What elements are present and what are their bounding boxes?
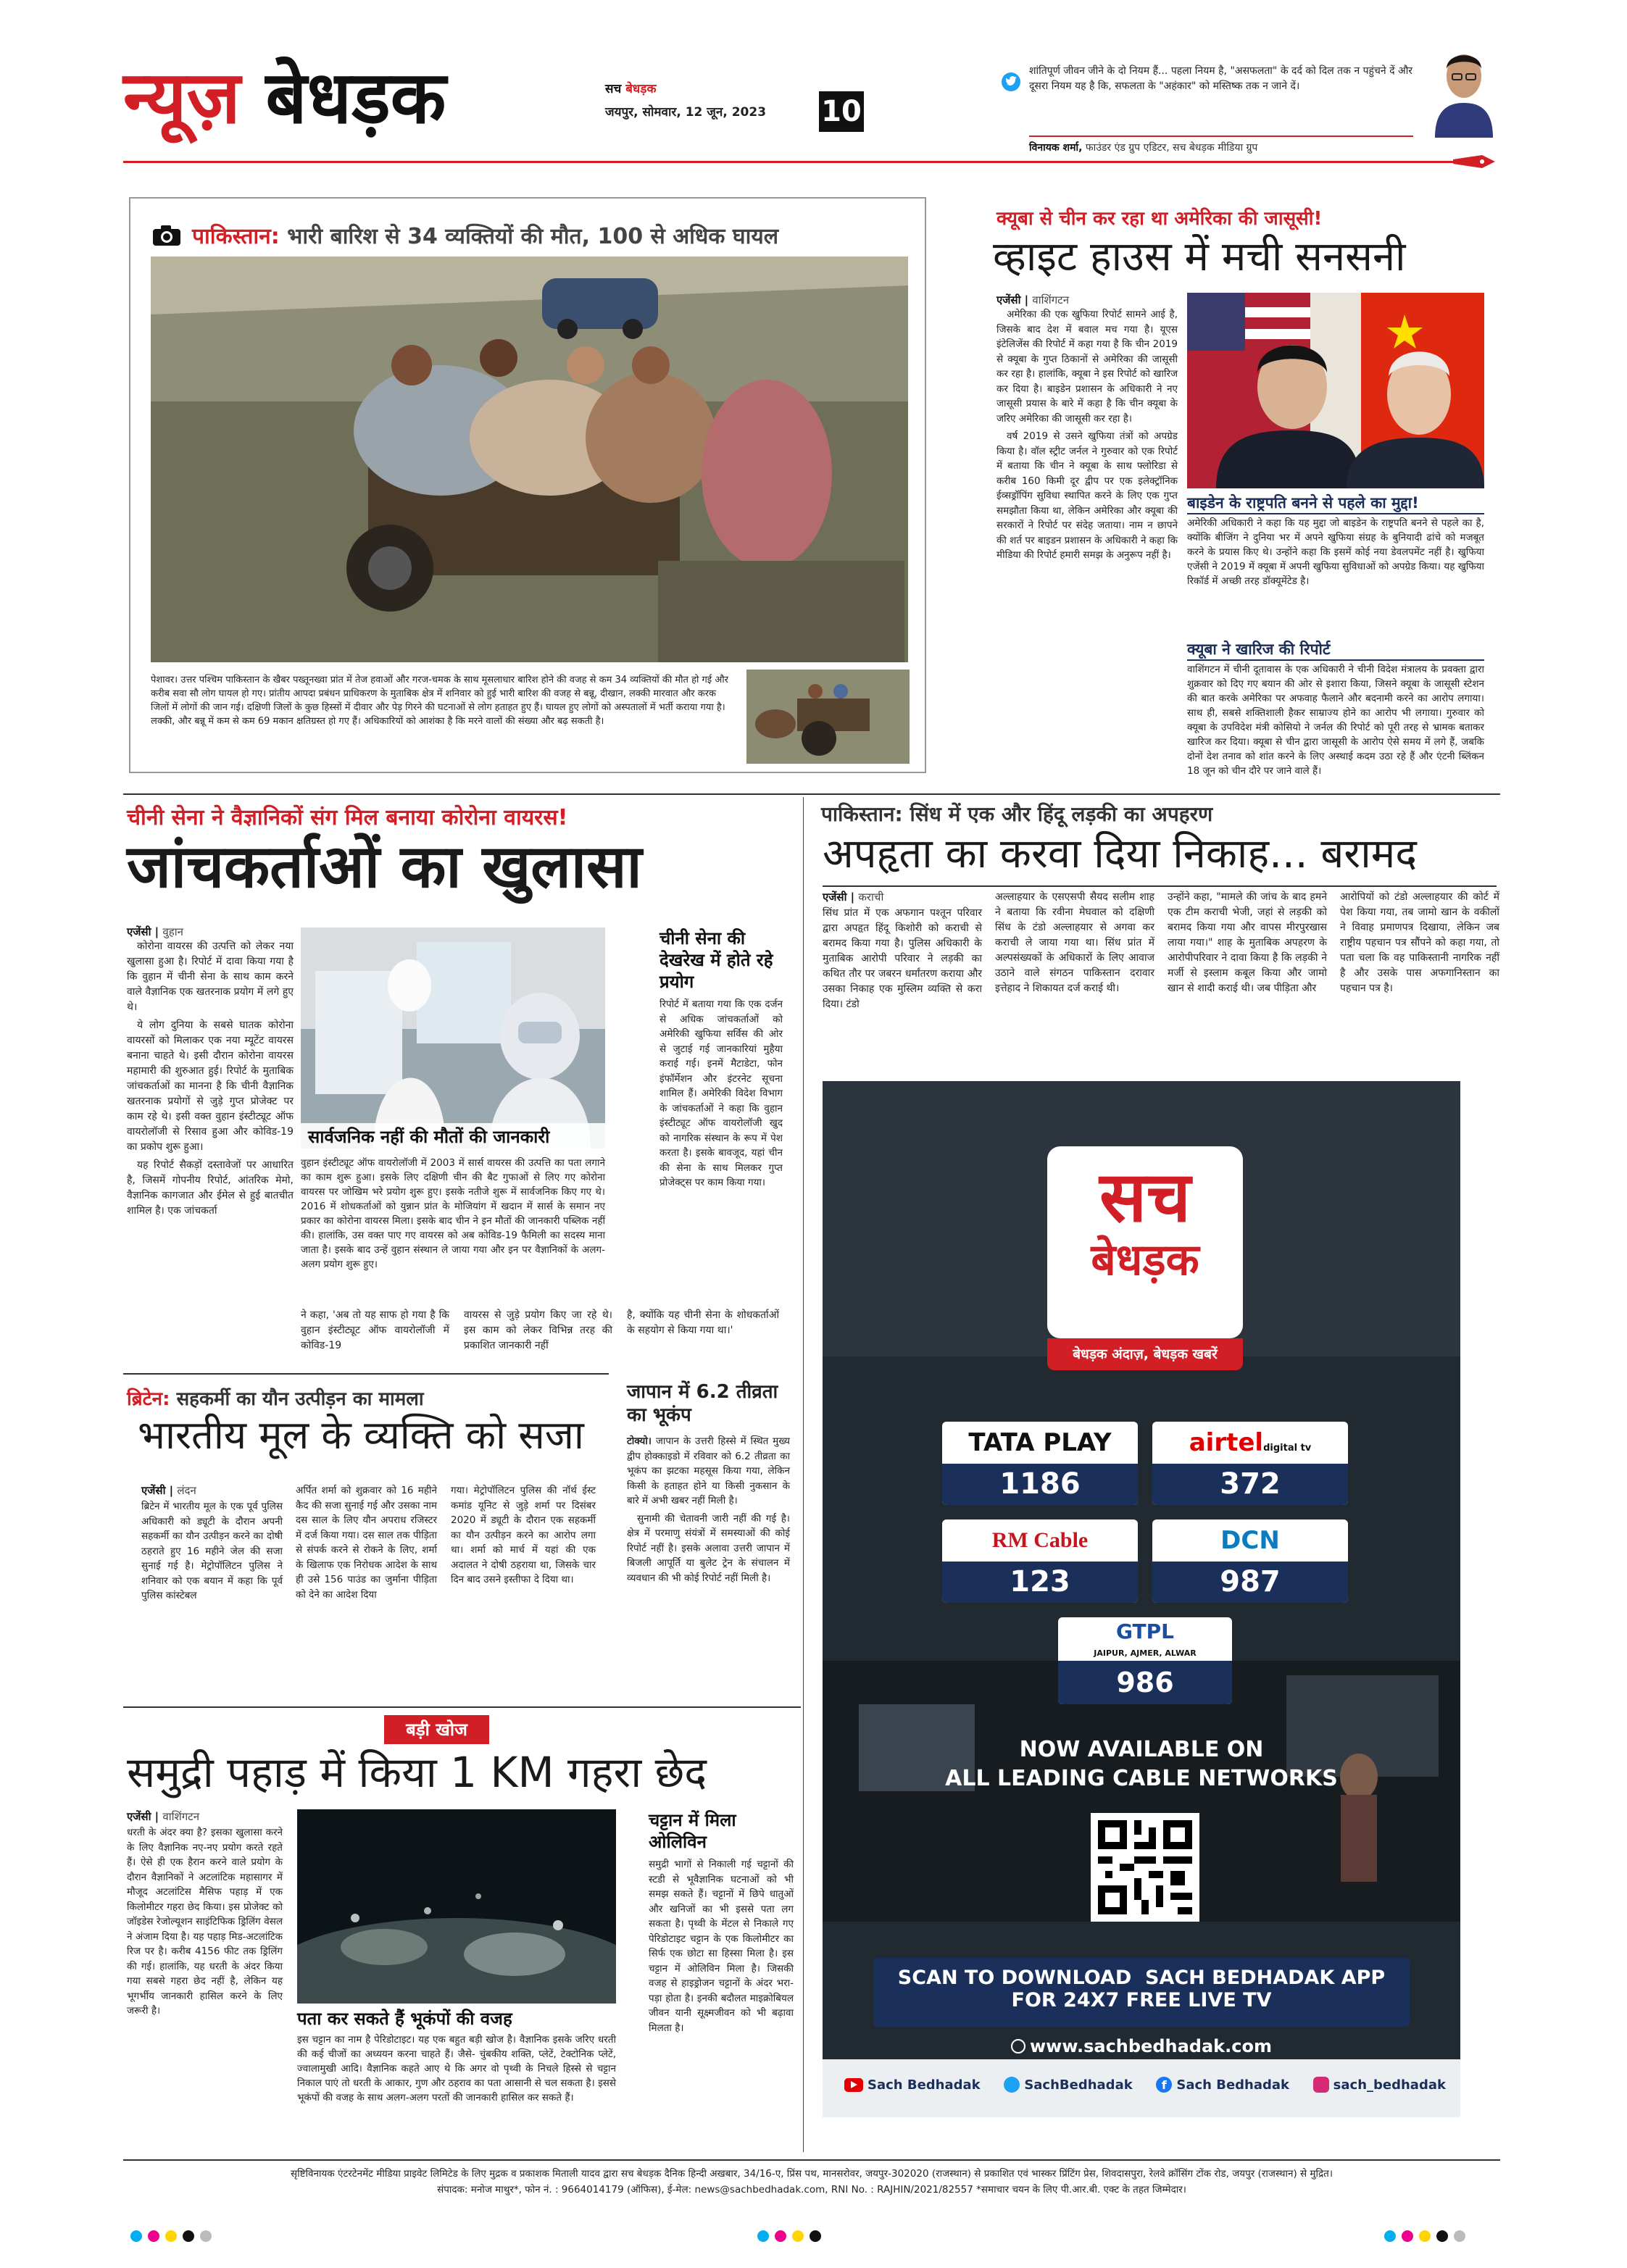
editor-quote: शांतिपूर्ण जीवन जीने के दो नियम हैं... पहला नियम है, "असफलता" के दर्द को दिल तक न पहुंचने दें और दूसरा नियम यह है कि, सफलता के "अहंकार" को मस्तिष्क तक न जाने दें। xyxy=(1029,65,1413,92)
rmcable-logo: RM Cable xyxy=(991,1528,1089,1552)
social-twitter[interactable]: SachBedhadak xyxy=(1004,2077,1132,2093)
japan-headline: जापान में 6.2 तीव्रता का भूकंप xyxy=(627,1381,778,1426)
sindh-col-1: सिंध प्रांत में एक अफगान पश्तून परिवार द्वारा अपहृत हिंदू किशोरी को कराची से बरामद किया गया है। पुलिस अधिकारी के मुताबिक आरोपी परिवार ने लड़की का कथित तौर पर जबरन धर्मांतरण कराया और उसका निकाह एक मुस्लिम व्यक्ति से करा दिया। टंडो xyxy=(823,907,982,1010)
registration-dots-center xyxy=(757,2230,821,2242)
corona-side-heading: चीनी सेना की देखरेख में होते रहे प्रयोग xyxy=(659,928,773,992)
social-instagram[interactable]: sach_bedhadak xyxy=(1313,2077,1446,2093)
cuba-china-story xyxy=(949,197,1500,784)
registration-dots-left xyxy=(130,2230,212,2242)
ocean-image-caption: पता कर सकते हैं भूकंपों की वजह xyxy=(297,2009,512,2029)
scan-line-2: FOR 24X7 FREE LIVE TV xyxy=(1011,1989,1272,2011)
britain-story xyxy=(123,1373,609,1706)
cuba-china-dateline: एजेंसी | वाशिंगटन xyxy=(996,293,1070,307)
sindh-rule xyxy=(823,885,1497,887)
channel-dcn[interactable] xyxy=(1152,1519,1348,1603)
corona-headline: जांचकर्ताओं का खुलासा xyxy=(127,833,642,901)
ocean-side-heading: चट्टान में मिला ओलिविन xyxy=(649,1810,736,1852)
dcn-number: 987 xyxy=(1152,1562,1348,1603)
gtpl-sub: JAIPUR, AJMER, ALWAR xyxy=(1094,1648,1197,1658)
sub2-divider xyxy=(1187,659,1484,661)
corona-mid-body: वुहान इंस्टीट्यूट ऑफ वायरोलॉजी में 2003 में सार्स वायरस की उत्पत्ति का पता लगाने का काम शुरू हुआ। इसके लिए दक्षिणी चीन की बैट गुफाओं से लिए गए कोरोना वायरस पर जोखिम भरे प्रयोग शुरू हुए। इसके नतीजे शुरू में सार्वजनिक किए गए थे। 2016 में शोधकर्ताओं को युन्नान प्रांत के मोजियांग में खदान में सार्स के समान नए प्रकार का कोरोना वायरस मिला। इसके बाद चीन ने इन मौतों की जानकारी पब्लिक नहीं की। हालांकि, उस वक्त पाए गए वायरस को अब कोविड-19 फैमिली का सदस्य माना जाता है। इसके बाद उन्हें वुहान संस्थान ले जाया गया और इन पर वैज्ञानिकों के अलग-अलग प्रयोग शुरू हुए। xyxy=(301,1157,605,1270)
britain-col-2: अर्पित शर्मा को शुक्रवार को 16 महीने कैद की सजा सुनाई गई और उसका नाम दस साल के लिए यौन अपराध रजिस्टर में दर्ज किया गया। दस साल तक पीड़िता से संपर्क करने से रोकने के लिए, शर्मा के खिलाफ एक निरोधक आदेश के साथ ही उसे 156 पाउंड का जुर्माना पीड़िता को देने का आदेश दिया xyxy=(296,1485,437,1601)
corona-bottom-col-3: है, क्योंकि यह चीनी सेना के शोधकर्ताओं के सहयोग से किया गया था।' xyxy=(627,1309,779,1336)
pakistan-rain-headline: पाकिस्तान: भारी बारिश से 34 व्यक्तियों की मौत, 100 से अधिक घायल xyxy=(192,224,779,249)
quote-author: विनायक शर्मा, फाउंडर एंड ग्रुप एडिटर, सच बेधड़क मीडिया ग्रुप xyxy=(1029,142,1258,154)
social-facebook[interactable]: f Sach Bedhadak xyxy=(1156,2077,1289,2093)
ocean-body: धरती के अंदर क्या है? इसका खुलासा करने के लिए वैज्ञानिक नए-नए प्रयोग करते रहते हैं। ऐसे ही एक हैरान करने वाले प्रयोग के दौरान वैज्ञानिकों ने अटलांटिक महासागर में मौजूद अटलांटिस मैसिफ पहाड़ में एक किलोमीटर गहरा छेद किया। इस प्रोजेक्ट को जॉइडेस रेजोल्यूशन साइंटिफिक ड्रिलिंग वेसल ने अंजाम दिया है। यह पहाड़ मिड-अटलांटिक रिज पर है। करीब 4156 फीट तक ड्रिलिंग की गई। हालांकि, यह धरती के अंदर किया गया सबसे गहरा छेद नहीं है, लेकिन यह भूगर्भीय जानकारी हासिल करने के लिए जरूरी है। xyxy=(127,1827,283,2017)
footer-line-1: सृष्टिविनायक एंटरटेनमेंट मीडिया प्राइवेट लिमिटेड के लिए मुद्रक व प्रकाशक मिताली यादव द्वारा सच बेधड़क दैनिक हिन्दी अखबार, 34/16-ए, प्रिंस पथ, मानसरोवर, जयपुर-302020 (राजस्थान) से प्रकाशित एवं भास्कर प्रिंटिंग प्रेस, शिवदासपुरा, रेलवे क्रॉसिंग टोंक रोड, जयपुर (राजस्थान) से मुद्रित। xyxy=(291,2168,1333,2180)
social-links xyxy=(844,2070,1446,2099)
pakistan-rain-story xyxy=(129,197,926,773)
sindh-col-2: अल्लाहयार के एसएसपी सैयद सलीम शाह ने बताया कि रवीना मेघवाल को दक्षिणी सिंध के टंडो अल्लाहयार से अगवा कर कराची ले जाया गया था। सिंध प्रांत में अल्पसंख्यकों के अधिकारों के लिए आवाज उठाने वाले संगठन पाकिस्तान दरावार इत्तेहाद ने शिकायत दर्ज कराई थी। xyxy=(995,891,1154,994)
channel-airtel[interactable] xyxy=(1152,1422,1348,1505)
camera-icon xyxy=(152,225,181,246)
airtel-number: 372 xyxy=(1152,1464,1348,1505)
column-rule xyxy=(803,797,804,2152)
lab-photo xyxy=(301,927,605,1148)
sub1-divider xyxy=(1187,513,1484,514)
scan-banner[interactable] xyxy=(873,1958,1410,2027)
footer xyxy=(123,2159,1500,2210)
twitter-icon xyxy=(1004,2077,1020,2093)
ad-logo-line-2: बेधड़क xyxy=(1091,1235,1199,1285)
logo-part-1: न्यूज़ xyxy=(123,55,241,140)
sub2-heading: क्यूबा ने खारिज की रिपोर्ट xyxy=(1187,641,1331,658)
ocean-headline: समुद्री पहाड़ में किया 1 KM गहरा छेद xyxy=(127,1748,707,1797)
ocean-dateline: एजेंसी | वाशिंगटन xyxy=(127,1810,200,1823)
sindh-col-3: उन्होंने कहा, "मामले की जांच के बाद हमने एक टीम कराची भेजी, जहां से लड़की को बरामद किया गया और वापस मीरपुरखास लाया गया।" शाह के मुताबिक अपहरण के आरोपीपरिवार ने दावा किया है कि लड़की ने मर्जी से इस्लाम कबूल किया और जामो खान से शादी कराई थी। जब पीड़िता और xyxy=(1168,891,1327,994)
corona-bottom-col-1: ने कहा, 'अब तो यह साफ हो गया है कि वुहान इंस्टीट्यूट ऑफ वायरोलॉजी में कोविड-19 xyxy=(301,1309,449,1351)
section-rule xyxy=(123,793,1500,795)
cuba-china-body: अमेरिका की एक खुफिया रिपोर्ट सामने आई है, जिसके बाद देश में बवाल मच गया है। यूएस इंटेलिजेंस की रिपोर्ट में कहा गया है कि चीन 2019 से क्यूबा के गुप्त ठिकानों से अमेरिका की जासूसी कर रहा है। हालांकि, क्यूबा ने इस रिपोर्ट को खारिज कर दिया है। बाइडेन प्रशासन के अधिकारी ने नए जासूसी प्रयास के बारे में कहा है कि चीन क्यूबा के जरिए अमेरिका की जासूसी कर रहा है। वर्ष 2019 से उसने खुफिया तंत्रों को अपग्रेड किया है। वॉल स्ट्रीट जर्नल ने गुरुवार को एक रिपोर्ट में बताया कि चीन ने क्यूबा के साथ फ्लोरिडा से करीब 160 किमी दूर द्वीप पर एक इलेक्ट्रॉनिक ईव्सड्रॉपिंग सुविधा स्थापित करने के लिए एक गुप्त समझौता किया था, लेकिन अमेरिका और क्यूबा की सरकारों ने रिपोर्ट पर संदेह जताया। नाम न छापने की शर्त पर बाइडन प्रशासन के अधिकारी ने कहा कि मीडिया की रिपोर्ट हमारी समझ के अनुरूप नहीं है। xyxy=(996,309,1178,561)
qr-code[interactable] xyxy=(1091,1813,1199,1922)
registration-dots-right xyxy=(1384,2230,1465,2242)
channel-gtpl[interactable] xyxy=(1058,1617,1232,1704)
ad-tagline: बेधड़क अंदाज़, बेधड़क खबरें xyxy=(1047,1338,1243,1370)
flood-cart-photo xyxy=(746,670,910,764)
sindh-dateline: एजेंसी | कराची xyxy=(823,891,884,904)
issue-date: जयपुर, सोमवार, 12 जून, 2023 xyxy=(605,105,767,120)
ad-available-line-1: NOW AVAILABLE ON xyxy=(1019,1737,1264,1762)
channel-tataplay[interactable] xyxy=(942,1422,1138,1505)
channel-rmcable[interactable] xyxy=(942,1519,1138,1603)
logo-part-2: बेधड़क xyxy=(265,55,446,140)
gtpl-logo: GTPL xyxy=(1116,1619,1174,1643)
editor-photo xyxy=(1428,36,1500,138)
social-youtube[interactable]: Sach Bedhadak xyxy=(844,2077,981,2093)
japan-body: टोक्यो। जापान के उत्तरी हिस्से में स्थित मुख्य द्वीप होक्काइडो में रविवार को 6.2 तीव्रता का भूकंप का झटका महसूस किया गया, लेकिन किसी के हताहत होने या किसी नुकसान के बारे में अभी खबर नहीं मिली है। सुनामी की चेतावनी जारी नहीं की गई है। क्षेत्र में परमाणु संयंत्रों में समस्याओं की कोई रिपोर्ट नहीं है। इसके अलावा उत्तरी जापान में बिजली आपूर्ति या बुलेट ट्रेन के संचालन में व्यवधान की भी कोई रिपोर्ट नहीं मिली है। xyxy=(627,1435,790,1584)
brand-small: सच बेधड़क xyxy=(605,82,657,96)
quote-divider xyxy=(1029,136,1413,137)
ocean-story xyxy=(123,1706,801,2156)
masthead xyxy=(123,55,1500,181)
britain-kicker: ब्रिटेन: सहकर्मी का यौन उत्पीड़न का मामला xyxy=(127,1388,424,1410)
ocean-mid-body: इस चट्टान का नाम है पेरिडोटाइट। यह एक बहुत बड़ी खोज है। वैज्ञानिक इसके जरिए धरती की कई चीजों का अध्ययन करना चाहते हैं। जैसे- चुंबकीय शक्ति, प्लेटें, टेक्टोनिक प्लेटें, ज्वालामुखी आदि। वैज्ञानिक कहते आए थे कि अगर वो पृथ्वी के निचले हिस्से से चट्टान निकाल पाएं तो धरती के आकार, गुण और ठहराव का पता आसानी से चल सकता है। इससे भूकंपों की वजह के साथ अलग-अलग परतों की जानकारी हासिल कर सकते हैं। xyxy=(297,2034,616,2104)
facebook-icon: f xyxy=(1156,2077,1172,2093)
pakistan-rain-caption: पेशावर। उत्तर पश्चिम पाकिस्तान के खैबर पख्तूनख्वा प्रांत में तेज हवाओं और गरज-चमक के साथ मूसलाधार बारिश होने की वजह से कम 34 व्यक्तियों की मौत हो गई और करीब सवा सौ लोग घायल हो गए। प्रांतीय आपदा प्रबंधन प्राधिकरण के मुताबिक क्षेत्र में शनिवार को हुई भारी बारिश की वजह से बन्नू, दीखान, लक्की मारवात और करक जिलों में लोगों की जान गई। दक्षिणी जिलों के कुछ हिस्सों में दीवार और पेड़ गिरने की घटनाओं से लोग हताहत हुए हैं। घायल हुए लोगों को अस्पतालों में भर्ती कराया गया है। लक्की, और बन्नू में कम से कम 69 मकान क्षतिग्रस्त हो गए हैं। अधिकारियों को आशंका है कि मरने वालों की संख्या और बढ़ सकती है। xyxy=(151,675,728,727)
britain-dateline: एजेंसी | लंदन xyxy=(141,1484,196,1497)
seafloor-photo xyxy=(297,1809,616,2004)
corona-body: कोरोना वायरस की उत्पत्ति को लेकर नया खुलासा हुआ है। रिपोर्ट में दावा किया गया है कि वुहान में चीनी सेना के साथ काम करने वाले वैज्ञानिक एक खतरनाक प्रयोग में लगे हुए थे। ये लोग दुनिया के सबसे घातक कोरोना वायरसों को मिलाकर एक नया म्यूटेंट वायरस बनाना चाहते थे। इसी दौरान कोरोना वायरस महामारी की शुरुआत हुई। रिपोर्ट के मुताबिक जांचकर्ताओं का मानना है कि चीनी वैज्ञानिक खतरनाक प्रयोगों से जुड़े गुप्त प्रोजेक्ट पर काम रहे थे। इसी वक्त वुहान इंस्टीट्यूट ऑफ वायरोलॉजी से रिसाव हुआ और कोविड-19 का प्रकोप शुरू हुआ। यह रिपोर्ट सैकड़ों दस्तावेजों पर आधारित है, जिसमें गोपनीय रिपोर्ट, आंतरिक मेमो, वैज्ञानिक कागजात और ईमेल से हुई बातचीत शामिल है। एक जांचकर्ता xyxy=(127,941,294,1217)
gtpl-number: 986 xyxy=(1058,1661,1232,1704)
footer-line-2: संपादक: मनोज माथुर*, फोन नं. : 9664014179 (ऑफिस), ई-मेल: news@sachbedhadak.com, RNI No. : RAJHIN/2021/82557 *समाचार चयन के लिए पी.आर.बी. एक्ट के तहत जिम्मेदार। xyxy=(437,2184,1186,2196)
sub1-body: अमेरिकी अधिकारी ने कहा कि यह मुद्दा जो बाइडेन के राष्ट्रपति बनने से पहले का है, क्योंकि बीजिंग ने दुनिया भर में अपने खुफिया संग्रह के बुनियादी ढांचे को मजबूत करने के प्रयास किए थे। उन्होंने कहा कि इसमें कोई नया डेवलपमेंट नहीं है। खुफिया एजेंसी ने 2019 में क्यूबा में अपनी खुफिया सुविधाओं को अपग्रेड किया। यह खुफिया रिकॉर्ड में अच्छी तरह डॉक्यूमेंटेड है। xyxy=(1187,517,1484,587)
corona-dateline: एजेंसी | वुहान xyxy=(127,925,183,938)
ad-available-line-2: ALL LEADING CABLE NETWORKS xyxy=(945,1766,1338,1791)
britain-col-3: गया। मेट्रोपॉलिटन पुलिस की नॉर्थ ईस्ट कमांड यूनिट से जुड़े शर्मा पर दिसंबर 2020 में ड्यूटी के दौरान एक सहकर्मी का यौन उत्पीड़न करने का आरोप लगा था। शर्मा को मार्च में यहां की एक अदालत ने दोषी ठहराया था, जिसके चार दिन बाद उसने इस्तीफा दे दिया था। xyxy=(451,1485,596,1585)
ocean-side-body: समुद्री भागों से निकाली गई चट्टानों की स्टडी से भूवैज्ञानिक घटनाओं को भी समझ सकते हैं। चट्टानों में छिपे धातुओं और खनिजों का भी इससे पता लग सकता है। पृथ्वी के मेंटल से निकाले गए पेरिडोटाइट चट्टान के एक किलोमीटर का सिर्फ एक छोटा सा हिस्सा मिला है। इस चट्टान में ओलिविन मिला है। जिसकी वजह से हाइड्रोजन चट्टानों के अंदर भरा-पड़ा होता है। इनकी बदौलत माइक्रोबियल जीवन यानी सूक्ष्मजीवन को भी बढ़ावा मिलता है। xyxy=(649,1859,794,2034)
britain-col-1: ब्रिटेन में भारतीय मूल के एक पूर्व पुलिस अधिकारी को ड्यूटी के दौरान अपनी सहकर्मी का यौन उत्पीड़न करने का दोषी ठहराते हुए 16 महीने जेल की सजा सुनाई गई है। मेट्रोपॉलिटन पुलिस ने शनिवार को एक बयान में कहा कि पूर्व पुलिस कांस्टेबल xyxy=(141,1501,283,1601)
tataplay-number: 1186 xyxy=(942,1464,1138,1505)
corona-story xyxy=(123,797,790,1369)
logo[interactable] xyxy=(123,55,446,140)
sindh-col-4: आरोपियों को टंडो अल्लाहयार की कोर्ट में पेश किया गया, तब जामो खान के वकीलों ने विवाह प्रमाणपत्र दिखाया, लेकिन जब राष्ट्रीय पहचान पत्र सौंपने को कहा गया, तो पता चला कि वह पाकिस्तानी नागरिक नहीं है और उसके पास अफगानिस्तान का पहचान पत्र है। xyxy=(1340,891,1499,994)
scan-line-1: SCAN TO DOWNLOAD SACH BEDHADAK APP xyxy=(897,1967,1386,1989)
youtube-icon xyxy=(844,2078,863,2092)
tataplay-logo: TATA PLAY xyxy=(968,1428,1112,1457)
twitter-icon xyxy=(1002,72,1020,91)
cuba-china-headline: व्हाइट हाउस में मची सनसनी xyxy=(993,233,1406,280)
corona-bottom-col-2: वायरस से जुड़े प्रयोग किए जा रहे थे। इस काम को लेकर विभिन्न तरह की प्रकाशित जानकारी नहीं xyxy=(464,1309,612,1351)
cuba-china-kicker: क्यूबा से चीन कर रहा था अमेरिका की जासूसी! xyxy=(996,208,1323,230)
globe-icon xyxy=(1011,2039,1025,2054)
pen-nib-icon xyxy=(1453,151,1497,172)
sindh-story xyxy=(815,797,1500,1072)
airtel-logo: airteldigital tv xyxy=(1189,1428,1312,1457)
sub2-body: वाशिंगटन में चीनी दूतावास के एक अधिकारी ने चीनी विदेश मंत्रालय के प्रवक्ता द्वारा शुक्रवार को दिए गए बयान की ओर से इशारा किया, जिसने क्यूबा के जासूसी स्टेशन की बात करके अमेरिका पर अफवाह फैलाने और बदनामी करने का आरोप लगाया। साथ ही, सबसे शक्तिशाली हैकर साम्राज्य होने का आरोप भी लगाया। गुरुवार को क्यूबा के उपविदेश मंत्री कोसियो ने जर्नल की रिपोर्ट को पूरी तरह से भ्रामक बताकर खारिज कर दिया। क्यूबा से चीन द्वारा जासूसी के आरोप ऐसे समय में लगे हैं, जबकि दोनों देश तनाव को शांत करने के लिए अस्थाई कदम उठा रहे हैं और एंटनी ब्लिंकन 18 जून को चीन दौरे पर जाने वाले हैं। xyxy=(1187,664,1484,777)
ad-logo-line-1: सच xyxy=(1099,1156,1191,1238)
sindh-headline: अपहृता का करवा दिया निकाह... बरामद xyxy=(823,830,1417,877)
dcn-logo: DCN xyxy=(1220,1526,1280,1555)
britain-headline: भारतीय मूल के व्यक्ति को सजा xyxy=(138,1412,584,1458)
japan-story xyxy=(623,1373,794,1706)
instagram-icon xyxy=(1313,2077,1329,2093)
leaders-photo xyxy=(1187,293,1484,488)
corona-kicker: चीनी सेना ने वैज्ञानिकों संग मिल बनाया कोरोना वायरस! xyxy=(127,805,568,830)
sindh-kicker: पाकिस्तान: सिंध में एक और हिंदू लड़की का अपहरण xyxy=(821,802,1213,826)
masthead-rule xyxy=(123,161,1457,163)
sach-bedhadak-ad[interactable] xyxy=(823,1081,1460,2117)
flood-photo xyxy=(151,257,908,662)
ocean-tag: बड़ी खोज xyxy=(384,1715,489,1744)
sub1-heading: बाइडेन के राष्ट्रपति बनने से पहले का मुद्दा! xyxy=(1187,494,1419,512)
page-number: 10 xyxy=(819,91,864,132)
corona-side-body: रिपोर्ट में बताया गया कि एक दर्जन से अधिक जांचकर्ताओं को अमेरिकी खुफिया सर्विस की ओर से जुटाई गई जानकारियां मुहैया कराई गई। इनमें मैटाडेटा, फोन इंफॉर्मेशन और इंटरनेट सूचना शामिल हैं। अमेरिकी विदेश विभाग के जांचकर्ताओं ने कहा कि वुहान इंस्टीट्यूट ऑफ वायरोलॉजी खुद को नागरिक संस्थान के रूप में पेश करता है। इसके बावजूद, यहां चीन की सेना के साथ मिलकर गुप्त प्रोजेक्ट्स पर काम किया गया। xyxy=(659,998,783,1188)
corona-image-caption: सार्वजनिक नहीं की मौतों की जानकारी xyxy=(301,1123,605,1151)
ad-website[interactable]: www.sachbedhadak.com xyxy=(823,2036,1460,2056)
rmcable-number: 123 xyxy=(942,1562,1138,1603)
